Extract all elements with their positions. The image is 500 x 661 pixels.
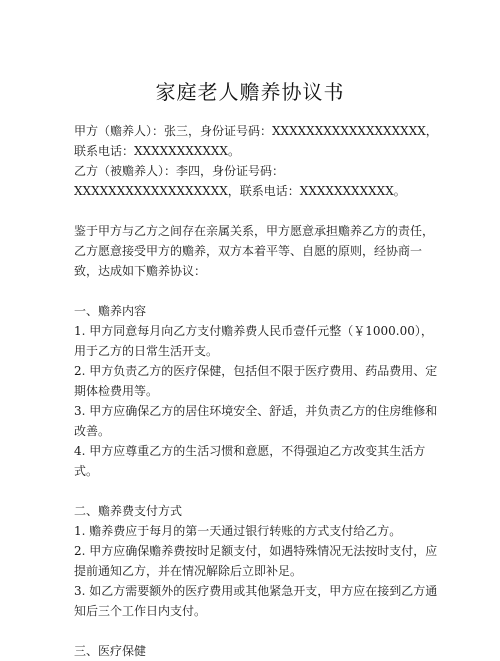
section-heading: 二、赡养费支付方式 — [74, 504, 183, 518]
section-heading: 三、医疗保健 — [74, 644, 147, 658]
document-body — [74, 121, 440, 661]
spacer — [74, 201, 440, 221]
spacer — [74, 281, 440, 301]
section-item: 2. 甲方应确保赡养费按时足额支付，如遇特殊情况无法按时支付，应提前通知乙方，并在情况解除后立即补足。 — [74, 544, 438, 578]
preamble: 鉴于甲方与乙方之间存在亲属关系，甲方愿意承担赡养乙方的责任，乙方愿意接受甲方的赡养，双方本着平等、自愿的原则，经协商一致，达成如下赡养协议： — [74, 224, 435, 278]
spacer — [74, 621, 440, 641]
section-item: 3. 甲方应确保乙方的居住环境安全、舒适，并负责乙方的住房维修和改善。 — [74, 404, 438, 438]
section-item: 4. 甲方应尊重乙方的生活习惯和意愿，不得强迫乙方改变其生活方式。 — [74, 444, 426, 478]
section-item: 1. 甲方同意每月向乙方支付赡养费人民币壹仟元整（￥1000.00），用于乙方的日常生活开支。 — [74, 324, 433, 358]
section-item: 2. 甲方负责乙方的医疗保健，包括但不限于医疗费用、药品费用、定期体检费用等。 — [74, 364, 438, 398]
section-heading: 一、赡养内容 — [74, 304, 147, 318]
spacer — [74, 481, 440, 501]
section-item: 1. 赡养费应于每月的第一天通过银行转账的方式支付给乙方。 — [74, 524, 402, 538]
party-b-info: 乙方（被赡养人）：李四，身份证号码：XXXXXXXXXXXXXXXXXX，联系电话：XXXXXXXXXXX。 — [74, 164, 406, 198]
party-a-info: 甲方（赡养人）：张三，身份证号码：XXXXXXXXXXXXXXXXXX，联系电话：XXXXXXXXXXX。 — [74, 124, 438, 158]
section-item: 3. 如乙方需要额外的医疗费用或其他紧急开支，甲方应在接到乙方通知后三个工作日内支付。 — [74, 584, 438, 618]
document-title: 家庭老人赡养协议书 — [155, 80, 345, 104]
